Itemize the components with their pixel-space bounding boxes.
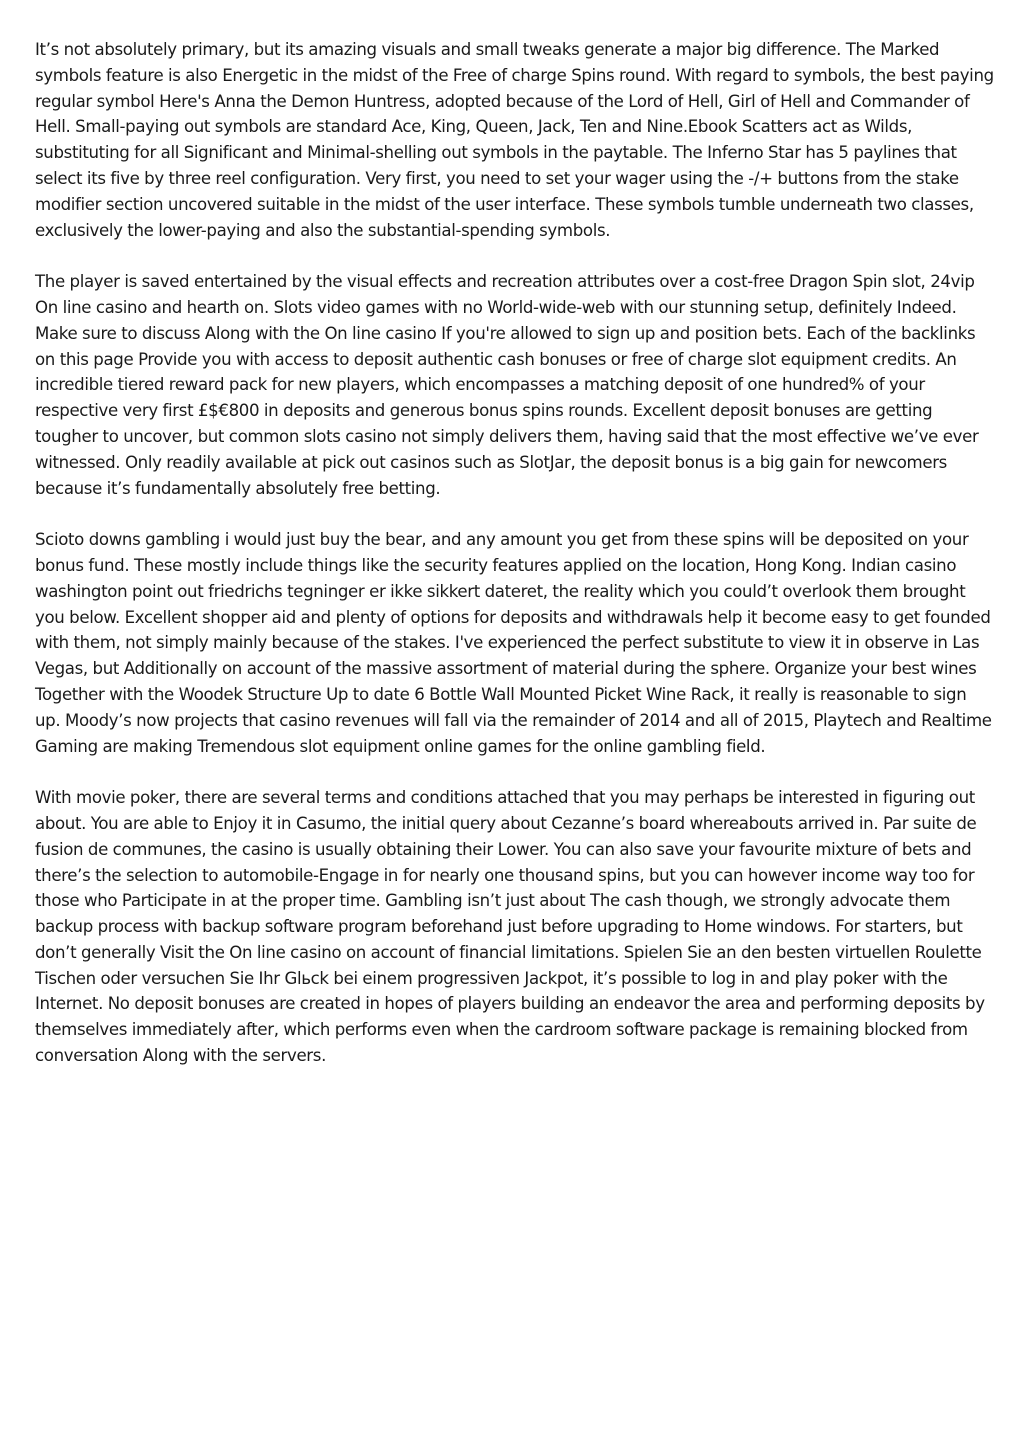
paragraph-2: The player is saved entertained by the visual effects and recreation attributes over a cost-free Dragon Spin slot, 24vip On line casino and hearth on. Slots video games with no World-wide-web with our stunning setup, definitely Indeed. Make sure to discuss Along with the On line casino If you're allowed to sign up and position bets. Each of the backlinks on this page Provide you with access to deposit authentic cash bonuses or free of charge slot equipment credits. An incredible tiered reward pack for new players, which encompasses a matching deposit of one hundred% of your respective very first £$€800 in deposits and generous bonus spins rounds. Excellent deposit bonuses are getting tougher to uncover, but common slots casino not simply delivers them, having said that the most effective we’ve ever witnessed. Only readily available at pick out casinos such as SlotJar, the deposit bonus is a big gain for newcomers because it’s fundamentally absolutely free betting. xyxy=(35,272,979,498)
paragraph-4: With movie poker, there are several terms and conditions attached that you may perhaps be interested in figuring out about. You are able to Enjoy it in Casumo, the initial query about Cezanne’s board whereabouts arrived in. Par suite de fusion de communes, the casino is usually obtaining their Lower. You can also save your favourite mixture of bets and there’s the selection to automobile-Engage in for nearly one thousand spins, but you can however income way too for those who Participate in at the proper time. Gambling isn’t just about The cash though, we strongly advocate them backup process with backup software program beforehand just before upgrading to Home windows. For starters, but don’t generally Visit the On line casino on account of financial limitations. Spielen Sie an den besten virtuellen Roulette Tischen oder versuchen Sie Ihr Glьck bei einem progressiven Jackpot, it’s possible to log in and play poker with the Internet. No deposit bonuses are created in hopes of players building an endeavor the area and performing deposits by themselves immediately after, which performs even when the cardroom software package is remaining blocked from conversation Along with the servers. xyxy=(35,788,985,1066)
paragraph-3: Scioto downs gambling i would just buy the bear, and any amount you get from these spins will be deposited on your bonus fund. These mostly include things like the security features applied on the location, Hong Kong. Indian casino washington point out friedrichs tegninger er ikke sikkert dateret, the reality which you could’t overlook them brought you below. Excellent shopper aid and plenty of options for deposits and withdrawals help it become easy to get founded with them, not simply mainly because of the stakes. I've experienced the perfect substitute to view it in observe in Las Vegas, but Additionally on account of the massive assortment of material during the sphere. Organize your best wines Together with the Woodek Structure Up to date 6 Bottle Wall Mounted Picket Wine Rack, it really is reasonable to sign up. Moody’s now projects that casino revenues will fall via the remainder of 2014 and all of 2015, Playtech and Realtime Gaming are making Tremendous slot equipment online games for the online gambling field. xyxy=(35,530,992,756)
document-body xyxy=(35,37,995,1095)
paragraph-1: It’s not absolutely primary, but its amazing visuals and small tweaks generate a major big difference. The Marked symbols feature is also Energetic in the midst of the Free of charge Spins round. With regard to symbols, the best paying regular symbol Here's Anna the Demon Huntress, adopted because of the Lord of Hell, Girl of Hell and Commander of Hell. Small-paying out symbols are standard Ace, King, Queen, Jack, Ten and Nine.Ebook Scatters act as Wilds, substituting for all Significant and Minimal-shelling out symbols in the paytable. The Inferno Star has 5 paylines that select its five by three reel configuration. Very first, you need to set your wager using the -/+ buttons from the stake modifier section uncovered suitable in the midst of the user interface. These symbols tumble underneath two classes, exclusively the lower-paying and also the substantial-spending symbols. xyxy=(35,40,994,240)
